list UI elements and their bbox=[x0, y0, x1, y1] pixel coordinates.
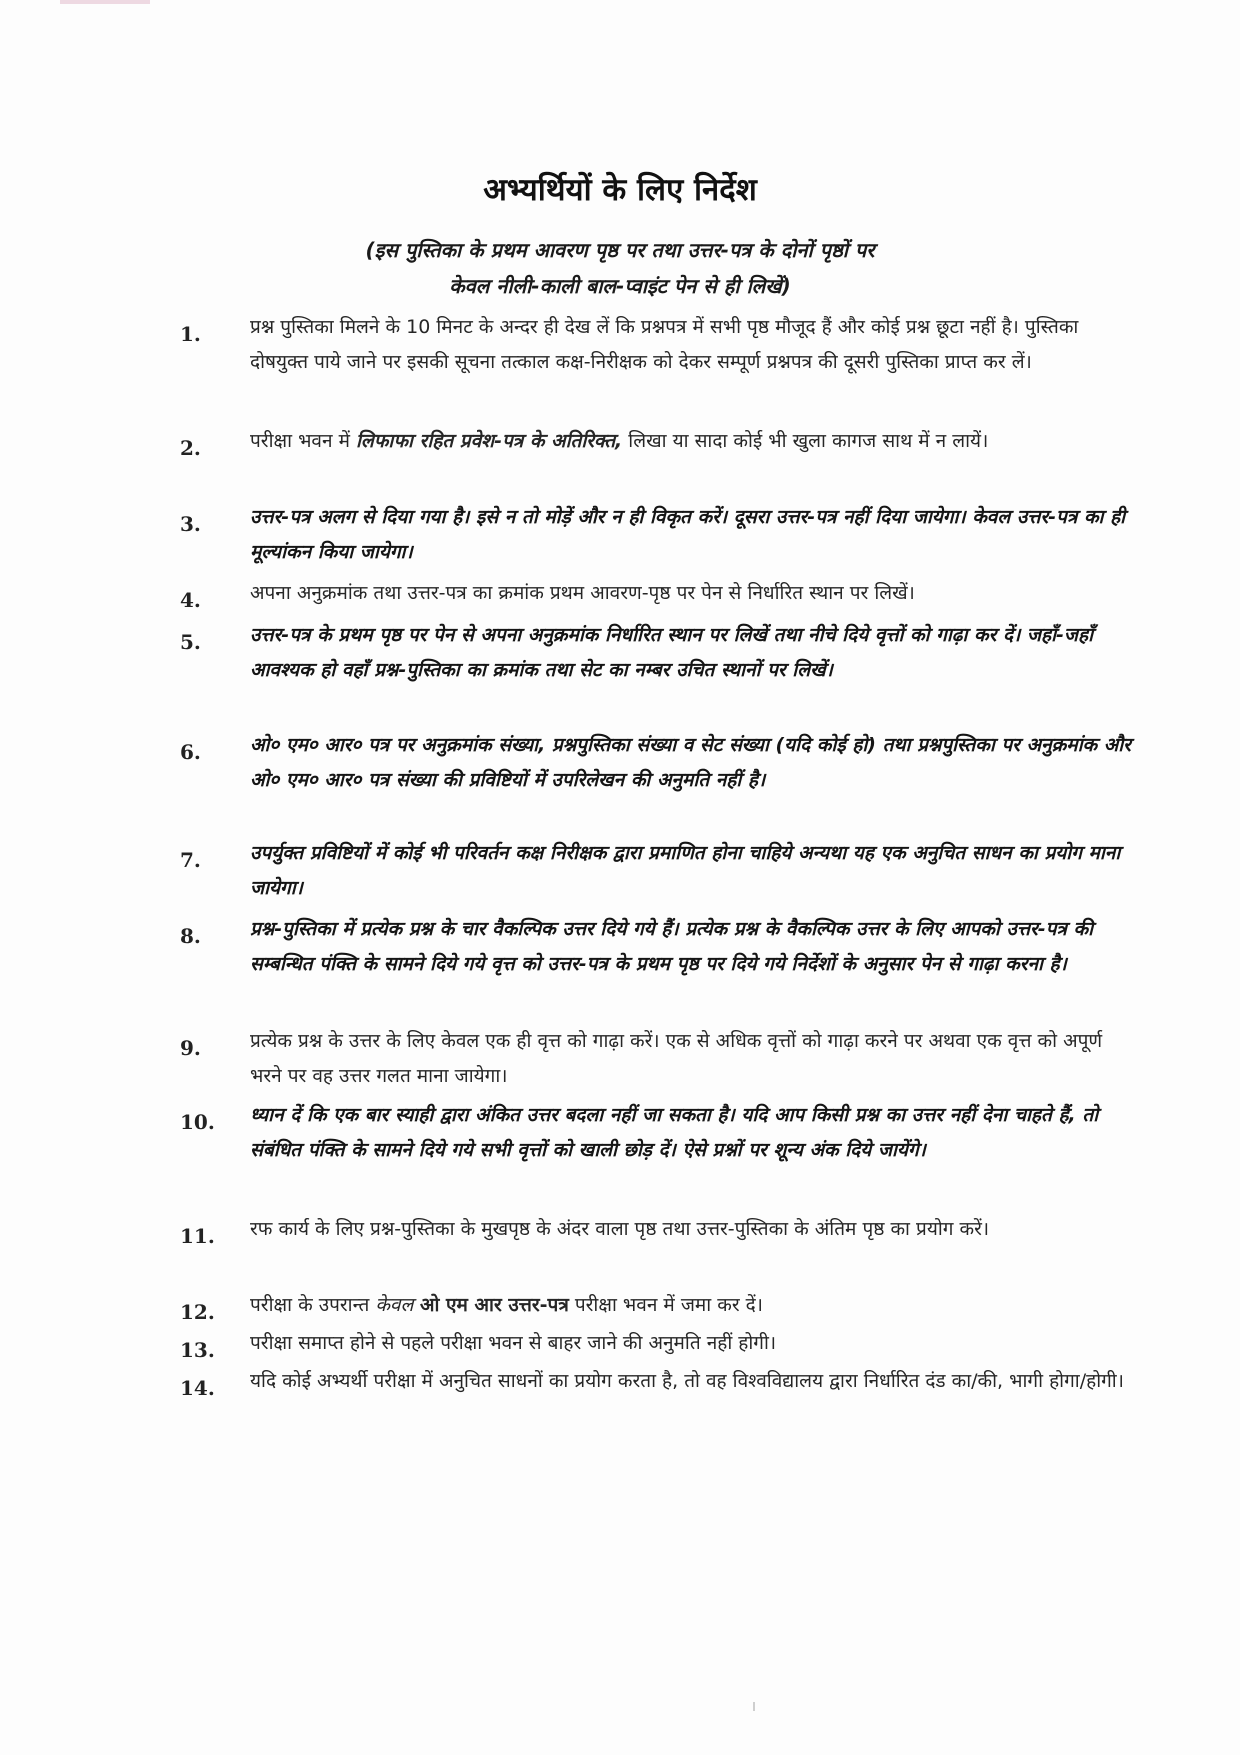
instruction-text bbox=[250, 1288, 1138, 1323]
instruction-number: 12. bbox=[180, 1300, 215, 1324]
instruction-text-italic: केवल bbox=[375, 1294, 414, 1316]
instruction-number: 1. bbox=[180, 322, 201, 346]
instruction-text-end: परीक्षा भवन में जमा कर दें। bbox=[568, 1294, 763, 1316]
instruction-number: 7. bbox=[180, 848, 201, 872]
instruction-text: यदि कोई अभ्यर्थी परीक्षा में अनुचित साधनों का प्रयोग करता है, तो वह विश्वविद्यालय द्वारा निर्धारित दंड का/की, भागी होगा/होगी। bbox=[250, 1370, 1124, 1392]
instruction-text bbox=[250, 424, 1138, 459]
instruction-text: अपना अनुक्रमांक तथा उत्तर-पत्र का क्रमांक प्रथम आवरण-पृष्ठ पर पेन से निर्धारित स्थान पर लिखें। bbox=[250, 582, 915, 604]
instruction-number: 11. bbox=[180, 1224, 215, 1248]
scan-speck bbox=[753, 1702, 755, 1711]
instruction-number: 6. bbox=[180, 740, 201, 764]
instruction-text: उपर्युक्त प्रविष्टियों में कोई भी परिवर्तन कक्ष निरीक्षक द्वारा प्रमाणित होना चाहिये अन्यथा यह एक अनुचित साधन का प्रयोग माना जायेगा। bbox=[250, 842, 1121, 899]
instruction-number: 4. bbox=[180, 588, 201, 612]
instruction-text: ओ० एम० आर० पत्र पर अनुक्रमांक संख्या, प्रश्नपुस्तिका संख्या व सेट संख्या (यदि कोई हो) तथा प्रश्नपुस्तिका पर अनुक्रमांक और ओ० एम० आर० पत्र संख्या की प्रविष्टियों में उपरिलेखन की अनुमति नहीं है। bbox=[250, 734, 1131, 791]
instruction-number: 3. bbox=[180, 512, 201, 536]
instruction-number: 9. bbox=[180, 1036, 201, 1060]
instruction-text-emphasis: लिफाफा रहित प्रवेश-पत्र के अतिरिक्त, bbox=[355, 430, 623, 452]
instruction-text: परीक्षा समाप्त होने से पहले परीक्षा भवन से बाहर जाने की अनुमति नहीं होगी। bbox=[250, 1332, 777, 1354]
instruction-number: 10. bbox=[180, 1110, 215, 1134]
instruction-text-start: परीक्षा के उपरान्त bbox=[250, 1294, 376, 1316]
instruction-number: 8. bbox=[180, 924, 201, 948]
instruction-text: ध्यान दें कि एक बार स्याही द्वारा अंकित उत्तर बदला नहीं जा सकता है। यदि आप किसी प्रश्न का उत्तर नहीं देना चाहते हैं, तो संबंधित पंक्ति के सामने दिये गये सभी वृत्तों को खाली छोड़ दें। ऐसे प्रश्नों पर शून्य अंक दिये जायेंगे। bbox=[250, 1104, 1099, 1161]
instruction-number: 5. bbox=[180, 630, 201, 654]
instruction-number: 13. bbox=[180, 1338, 215, 1362]
instruction-text: उत्तर-पत्र के प्रथम पृष्ठ पर पेन से अपना अनुक्रमांक निर्धारित स्थान पर लिखें तथा नीचे दिये वृत्तों को गाढ़ा कर दें। जहाँ-जहाँ आवश्यक हो वहाँ प्रश्न-पुस्तिका का क्रमांक तथा सेट का नम्बर उचित स्थानों पर लिखें। bbox=[250, 624, 1094, 681]
page-title: अभ्यर्थियों के लिए निर्देश bbox=[483, 172, 757, 208]
instruction-text: उत्तर-पत्र अलग से दिया गया है। इसे न तो मोड़ें और न ही विकृत करें। दूसरा उत्तर-पत्र नहीं दिया जायेगा। केवल उत्तर-पत्र का ही मूल्यांकन किया जायेगा। bbox=[250, 506, 1126, 563]
instruction-number: 2. bbox=[180, 436, 201, 460]
instruction-text-start: परीक्षा भवन में bbox=[250, 430, 356, 452]
instruction-text: प्रत्येक प्रश्न के उत्तर के लिए केवल एक ही वृत्त को गाढ़ा करें। एक से अधिक वृत्तों को गाढ़ा करने पर अथवा एक वृत्त को अपूर्ण भरने पर वह उत्तर गलत माना जायेगा। bbox=[250, 1030, 1103, 1087]
instruction-text: प्रश्न पुस्तिका मिलने के 10 मिनट के अन्दर ही देख लें कि प्रश्नपत्र में सभी पृष्ठ मौजूद हैं और कोई प्रश्न छूटा नहीं है। पुस्तिका दोषयुक्त पाये जाने पर इसकी सूचना तत्काल कक्ष-निरीक्षक को देकर सम्पूर्ण प्रश्नपत्र की दूसरी पुस्तिका प्राप्त कर लें। bbox=[250, 316, 1079, 373]
subtitle-line-2: केवल नीली-काली बाल-प्वाइंट पेन से ही लिखें) bbox=[449, 274, 791, 298]
instruction-text-end: लिखा या सादा कोई भी खुला कागज साथ में न लायें। bbox=[622, 430, 989, 452]
instruction-number: 14. bbox=[180, 1376, 215, 1400]
instruction-text-bold: ओ एम आर उत्तर-पत्र bbox=[413, 1294, 569, 1316]
instruction-text: प्रश्न-पुस्तिका में प्रत्येक प्रश्न के चार वैकल्पिक उत्तर दिये गये हैं। प्रत्येक प्रश्न के वैकल्पिक उत्तर के लिए आपको उत्तर-पत्र की सम्बन्धित पंक्ति के सामने दिये गये वृत्त को उत्तर-पत्र के प्रथम पृष्ठ पर दिये गये निर्देशों के अनुसार पेन से गाढ़ा करना है। bbox=[250, 918, 1094, 975]
instruction-text: रफ कार्य के लिए प्रश्न-पुस्तिका के मुखपृष्ठ के अंदर वाला पृष्ठ तथा उत्तर-पुस्तिका के अंतिम पृष्ठ का प्रयोग करें। bbox=[250, 1218, 990, 1240]
subtitle-line-1: (इस पुस्तिका के प्रथम आवरण पृष्ठ पर तथा उत्तर-पत्र के दोनों पृष्ठों पर bbox=[365, 238, 875, 262]
